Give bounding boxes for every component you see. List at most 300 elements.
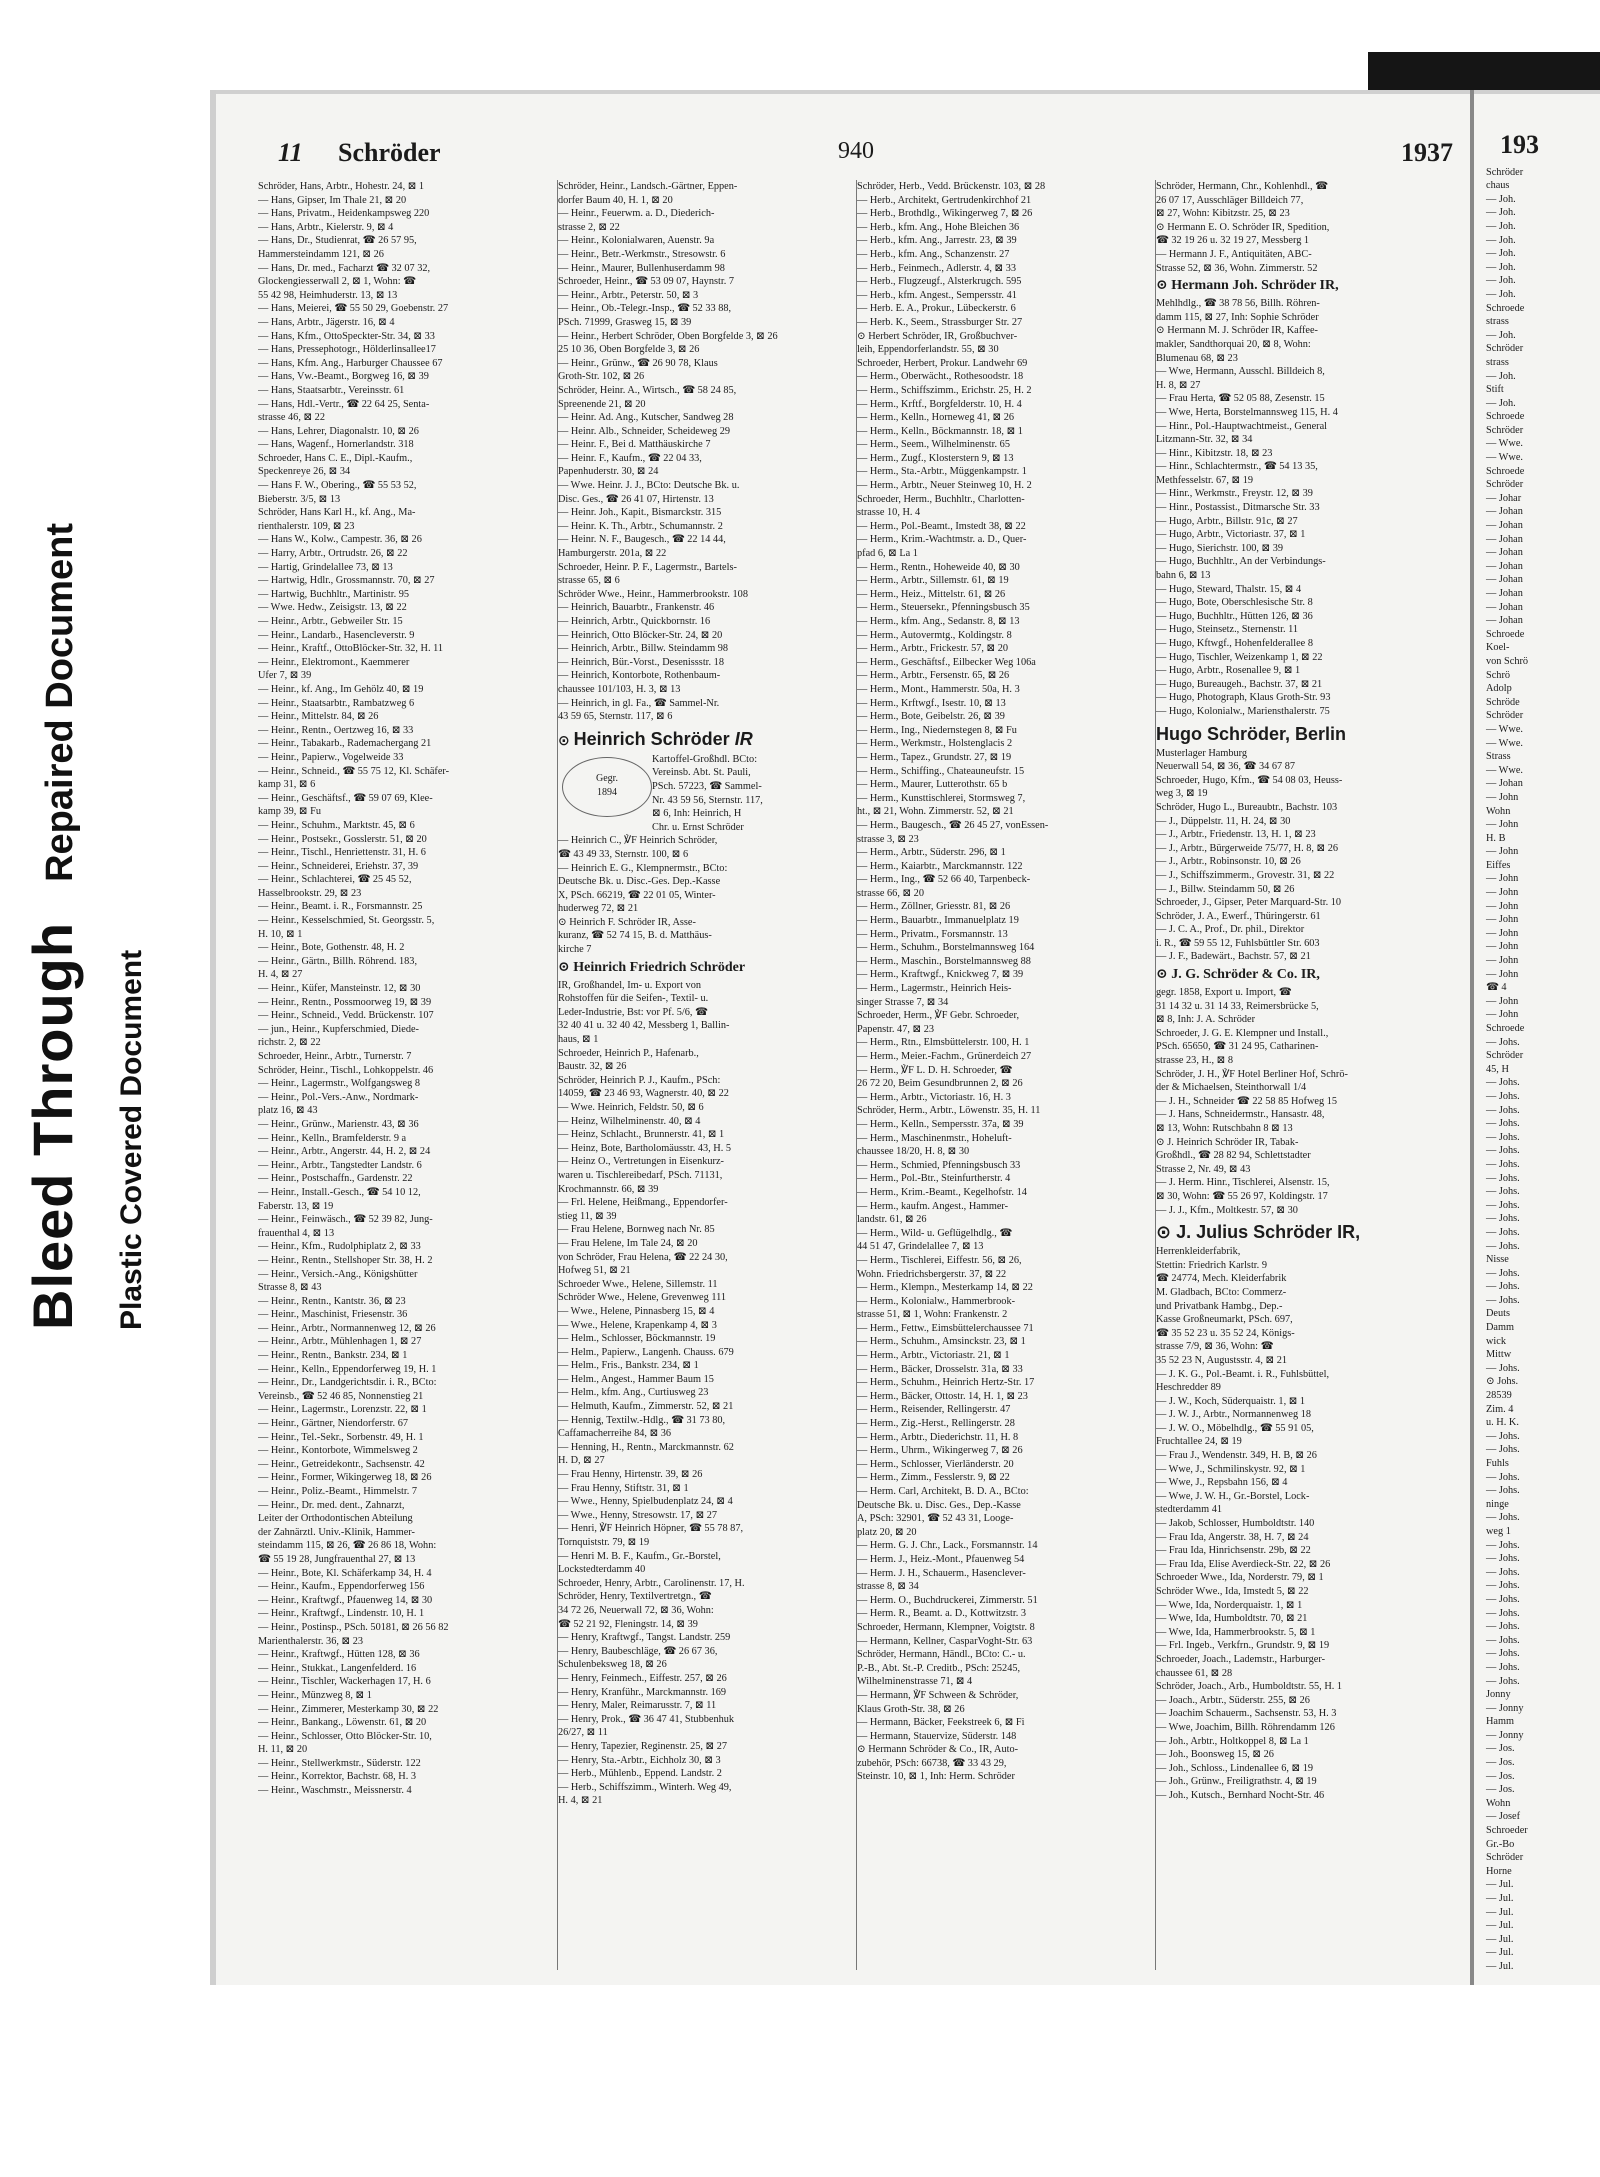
directory-entry-line: — John: [1486, 1009, 1519, 1021]
directory-entry-line: — Herm., Lagermstr., Heinrich Heis-: [857, 983, 1012, 995]
directory-entry-line: — J., Schiffszimmerm., Grovestr. 31, ⊠ 22: [1156, 869, 1335, 881]
directory-entry-line: — Herm., Maurer, Lutterothstr. 65 b: [857, 779, 1008, 791]
directory-entry-line: — Herm. Carl, Architekt, B. D. A., BCto:: [857, 1486, 1029, 1497]
directory-entry-line: 43 59 65, Sternstr. 117, ⊠ 6: [558, 711, 673, 723]
directory-entry-line: — J. H., Schneider ☎ 22 58 85 Hofweg 15: [1156, 1095, 1337, 1107]
directory-entry-line: — Heinr., Schneid., Vedd. Brückenstr. 107: [258, 1010, 434, 1022]
directory-entry-line: — Heinz, Bote, Bartholomäusstr. 43, H. 5: [558, 1142, 732, 1154]
directory-entry-line: — Heinr., Schneid., ☎ 55 75 12, Kl. Schäfer-: [258, 765, 450, 777]
directory-entry-line: ht., ⊠ 21, Wohn. Zimmerstr. 52, ⊠ 21: [857, 806, 1014, 818]
directory-entry-line: H. 11, ⊠ 20: [258, 1744, 308, 1756]
directory-entry-line: — Hugo, Tischler, Weizenkamp 1, ⊠ 22: [1156, 651, 1323, 663]
directory-entry-line: — Wwe.: [1486, 452, 1523, 464]
directory-entry-line: Hamburgerstr. 201a, ⊠ 22: [558, 548, 667, 560]
directory-entry-line: — Johs.: [1486, 1648, 1520, 1660]
directory-entry-line: — Frau J., Wendenstr. 349, H. B, ⊠ 26: [1156, 1450, 1317, 1462]
directory-entry-line: — Heinr. F., Kaufm., ☎ 22 04 33,: [558, 452, 702, 464]
directory-entry-line: — Frau Helene, Im Tale 24, ⊠ 20: [558, 1237, 698, 1249]
directory-entry-line: — Herm., Krftf., Borgfelderstr. 10, H. 4: [857, 398, 1022, 410]
directory-entry-line: Schroeder, J. G. E. Klempner und Install.,: [1156, 1027, 1329, 1039]
directory-entry-line: Heschredder 89: [1156, 1382, 1221, 1394]
directory-entry-line: — Heinr., Schlachterei, ☎ 25 45 52,: [258, 874, 412, 886]
directory-entry-line: — Heinr. Alb., Schneider, Scheideweg 29: [558, 425, 731, 437]
directory-columns: [258, 180, 1453, 1970]
directory-entry-line: — Joh.: [1486, 261, 1516, 273]
directory-entry-line: — Herb., Schiffszimm., Winterh. Weg 49,: [558, 1781, 732, 1793]
stamp-plastic-covered: Plastic Covered Document: [115, 949, 148, 1330]
directory-entry-line: platz 16, ⊠ 43: [258, 1105, 318, 1117]
directory-entry-line: — Hans, Lehrer, Diagonalstr. 10, ⊠ 26: [258, 425, 419, 437]
directory-entry-line: — Herm., Werkmstr., Holstenglacis 2: [857, 738, 1013, 750]
stamp-repaired-document: Repaired Document: [39, 522, 81, 882]
firm-heading-j-julius-schroeder: ⊙ J. Julius Schröder IR,: [1156, 1222, 1361, 1243]
directory-entry-line: — Herm., Klempn., Mesterkamp 14, ⊠ 22: [857, 1282, 1033, 1294]
directory-entry-line: — John: [1486, 900, 1519, 912]
directory-entry-line: — Heinr., Korrektor, Bachstr. 68, H. 3: [258, 1771, 417, 1783]
directory-entry-line: Schröder: [1486, 479, 1524, 491]
directory-entry-line: — Hans, Staatsarbtr., Vereinsstr. 61: [258, 384, 405, 396]
directory-entry-line: Schröder, Heinrich P. J., Kaufm., PSch:: [558, 1074, 721, 1086]
directory-entry-line: — Hans, Wagenf., Hornerlandstr. 318: [258, 439, 414, 451]
directory-entry-line: Adolp: [1486, 683, 1512, 695]
directory-entry-line: — J., Arbtr., Friedenstr. 13, H. 1, ⊠ 23: [1156, 829, 1316, 841]
directory-entry-line: frauenthal 4, ⊠ 13: [258, 1227, 335, 1239]
directory-entry-line: strasse 7/9, ⊠ 36, Wohn: ☎: [1156, 1341, 1274, 1353]
directory-entry-line: — Heinr., Elektromont., Kaemmerer: [258, 656, 410, 668]
directory-entry-line: Schröder, Herb., Vedd. Brückenstr. 103, ⊠ 28: [857, 181, 1046, 192]
directory-entry-line: stedterdamm 41: [1156, 1504, 1223, 1516]
directory-entry-line: — Herb., Mühlenb., Eppend. Landstr. 2: [558, 1768, 722, 1780]
directory-entry-line: damm 115, ⊠ 27, Inh: Sophie Schröder: [1156, 311, 1319, 323]
directory-entry-line: — Johs.: [1486, 1566, 1520, 1578]
directory-entry-line: — Heinz, Schlacht., Brunnerstr. 41, ⊠ 1: [558, 1129, 725, 1141]
directory-entry-line: — John: [1486, 887, 1519, 899]
directory-entry-line: — Heinrich C., ℣F Heinrich Schröder,: [558, 835, 718, 847]
directory-entry-line: waren u. Tischlereibedarf, PSch. 71131,: [558, 1169, 723, 1181]
directory-entry-line: Deutsche Bk. u. Disc.-Ges. Dep.-Kasse: [558, 876, 721, 888]
directory-entry-line: — Herm., Bote, Geibelstr. 26, ⊠ 39: [857, 711, 1005, 723]
directory-entry-line: Klaus Groth-Str. 38, ⊠ 26: [857, 1703, 965, 1715]
directory-entry-line: — Hennig, Textilw.-Hdlg., ☎ 31 73 80,: [558, 1414, 726, 1426]
directory-entry-line: Schroeder, Herbert, Prokur. Landwehr 69: [857, 357, 1028, 369]
directory-entry-line: Koel-: [1486, 642, 1510, 654]
directory-entry-line: Eiffes: [1486, 859, 1511, 871]
directory-entry-line: — Wwe., Henny, Spielbudenplatz 24, ⊠ 4: [558, 1496, 733, 1508]
directory-entry-line: Schroeder, Herm., Buchhltr., Charlotten-: [857, 493, 1025, 505]
directory-entry-line: — Johs.: [1486, 1077, 1520, 1089]
directory-entry-line: — Herm., Kraftwgf., Knickweg 7, ⊠ 39: [857, 969, 1024, 981]
directory-entry-line: — Herb., Feinmech., Adlerstr. 4, ⊠ 33: [857, 262, 1017, 274]
directory-entry-line: leih, Eppendorferlandstr. 55, ⊠ 30: [857, 344, 999, 356]
directory-entry-line: Schröde: [1486, 696, 1520, 708]
directory-entry-line: ⊙ Herbert Schröder, IR, Großbuchver-: [857, 330, 1018, 342]
directory-entry-line: — Herb., Flugzeugf., Alsterkrugch. 595: [857, 276, 1022, 288]
directory-entry-line: — Herm., Tapez., Grundstr. 27, ⊠ 19: [857, 751, 1012, 763]
directory-entry-line: Lockstedterdamm 40: [558, 1564, 646, 1576]
section-number: 11: [278, 138, 303, 167]
directory-entry-line: — Heinr., Feuerwm. a. D., Diederich-: [558, 208, 715, 220]
directory-entry-line: — Herm., Baugesch., ☎ 26 45 27, vonEssen-: [857, 819, 1049, 831]
directory-entry-line: — Heinr., Arbtr., Mühlenhagen 1, ⊠ 27: [258, 1336, 422, 1348]
directory-entry-line: — Heinr., Dr., Landgerichtsdir. i. R., BCto:: [258, 1377, 437, 1389]
directory-entry-line: Nr. 43 59 56, Sternstr. 117,: [652, 794, 763, 806]
directory-entry-line: ☎ 55 19 28, Jungfrauenthal 27, ⊠ 13: [258, 1553, 416, 1565]
directory-entry-line: Schröder: [1486, 166, 1524, 178]
directory-entry-line: — Johan: [1486, 778, 1523, 790]
scan-label-stamp: [20, 300, 180, 1330]
directory-entry-line: ⊙ Hermann Schröder & Co., IR, Auto-: [857, 1744, 1019, 1756]
facing-page-year: 193: [1500, 130, 1539, 159]
directory-entry-line: — Herm., Kelln., Böckmannstr. 18, ⊠ 1: [857, 425, 1023, 437]
directory-entry-line: chaussee 61, ⊠ 28: [1156, 1667, 1233, 1679]
directory-entry-line: — Johs.: [1486, 1158, 1520, 1170]
column-4-part-a: [1156, 180, 1440, 275]
directory-entry-line: — Johs.: [1486, 1267, 1520, 1279]
directory-entry-line: — Joh.: [1486, 329, 1516, 341]
directory-entry-line: — Heinr., Kaufm., Eppendorferweg 156: [258, 1581, 425, 1593]
directory-entry-line: — Henry, Feinmech., Eiffestr. 257, ⊠ 26: [558, 1672, 727, 1684]
directory-entry-line: — Henry, Maler, Reimarusstr. 7, ⊠ 11: [558, 1700, 717, 1712]
directory-entry-line: — Henri, ℣F Heinrich Höpner, ☎ 55 78 87,: [558, 1523, 744, 1535]
directory-entry-line: — Wwe., Helene, Pinnasberg 15, ⊠ 4: [558, 1305, 715, 1317]
directory-entry-line: u. H. K.: [1486, 1417, 1519, 1429]
directory-entry-line: — Herm., Arbtr., Victoriastr. 21, ⊠ 1: [857, 1350, 1010, 1362]
directory-entry-line: ⊠ 27, Wohn: Kibitzstr. 25, ⊠ 23: [1156, 208, 1290, 220]
directory-entry-line: 44 51 47, Grindelallee 7, ⊠ 13: [857, 1241, 984, 1253]
directory-entry-line: — Herm., Reisender, Rellingerstr. 47: [857, 1404, 1011, 1416]
directory-entry-line: — Heinrich, in gl. Fa., ☎ Sammel-Nr.: [558, 697, 720, 709]
directory-entry-line: strasse 46, ⊠ 22: [258, 412, 325, 424]
directory-entry-line: — Josef: [1486, 1811, 1521, 1823]
directory-entry-line: — Joh., Arbtr., Holtkoppel 8, ⊠ La 1: [1156, 1735, 1309, 1747]
directory-entry-line: H. B: [1486, 832, 1506, 844]
directory-entry-line: — Herm., Bäcker, Ottostr. 14, H. 1, ⊠ 23: [857, 1390, 1028, 1402]
directory-entry-line: — Johs.: [1486, 1186, 1520, 1198]
directory-entry-line: — Jul.: [1486, 1947, 1514, 1959]
firm-heading-heinrich-friedrich: ⊙ Heinrich Friedrich Schröder: [558, 959, 746, 975]
directory-entry-line: — Jonny: [1486, 1702, 1524, 1714]
directory-entry-line: ☎ 43 49 33, Sternstr. 100, ⊠ 6: [558, 848, 689, 860]
page-header: [258, 138, 1453, 178]
directory-entry-line: — Johs.: [1486, 1131, 1520, 1143]
directory-entry-line: 35 52 23 N, Augustsstr. 4, ⊠ 21: [1156, 1354, 1288, 1366]
directory-entry-line: — Joh.: [1486, 248, 1516, 260]
directory-entry-line: — Joh.: [1486, 288, 1516, 300]
directory-entry-line: — Johs.: [1486, 1118, 1520, 1130]
directory-entry-line: — Heinrich, Otto Blöcker-Str. 24, ⊠ 20: [558, 629, 723, 641]
directory-entry-line: — Johs.: [1486, 1444, 1520, 1456]
column-4-part-d: [1156, 986, 1440, 1217]
directory-entry-line: — Herm., Privatm., Forsmannstr. 13: [857, 928, 1008, 940]
directory-entry-line: PSch. 65650, ☎ 31 24 95, Catharinen-: [1156, 1041, 1319, 1053]
directory-entry-line: — Johs.: [1486, 1362, 1520, 1374]
directory-entry-line: ⊠ 30, Wohn: ☎ 55 26 97, Koldingstr. 17: [1156, 1190, 1328, 1202]
directory-entry-line: — Heinr., Zimmerer, Mesterkamp 30, ⊠ 22: [258, 1703, 439, 1715]
directory-entry-line: — John: [1486, 791, 1519, 803]
directory-entry-line: — Hinr., Kibitzstr. 18, ⊠ 23: [1156, 447, 1273, 459]
directory-entry-line: 31 14 32 u. 31 14 33, Reimersbrücke 5,: [1156, 1000, 1319, 1012]
directory-entry-line: kuranz, ☎ 52 74 15, B. d. Matthäus-: [558, 930, 712, 942]
directory-entry-line: — Herb., kfm. Ang., Jarrestr. 23, ⊠ 39: [857, 235, 1017, 247]
directory-entry-line: — Wwe, J., Schmilinskystr. 92, ⊠ 1: [1156, 1463, 1306, 1475]
directory-entry-line: — Herm., ℣F L. D. H. Schroeder, ☎: [857, 1064, 1013, 1076]
directory-entry-line: Mittw: [1486, 1349, 1512, 1361]
directory-entry-line: — Herm., Arbtr., Fersenstr. 65, ⊠ 26: [857, 670, 1010, 682]
directory-entry-line: — Joach., Arbtr., Süderstr. 255, ⊠ 26: [1156, 1694, 1310, 1706]
directory-entry-line: — Johs.: [1486, 1172, 1520, 1184]
directory-entry-line: Schröder, Joach., Arb., Humboldtstr. 55, H. 1: [1156, 1681, 1343, 1693]
directory-entry-line: — J. W. O., Möbelhdlg., ☎ 55 91 05,: [1156, 1422, 1314, 1434]
directory-entry-line: 25 10 36, Oben Borgfelde 3, ⊠ 26: [558, 344, 700, 356]
directory-entry-line: — Wwe., Henny, Stresowstr. 17, ⊠ 27: [558, 1509, 718, 1521]
directory-entry-line: — Johs.: [1486, 1294, 1520, 1306]
directory-entry-line: — Jul.: [1486, 1879, 1514, 1891]
page-number: 940: [838, 138, 874, 164]
directory-entry-line: — jun., Heinr., Kupferschmied, Diede-: [258, 1023, 419, 1035]
directory-entry-line: Schröder: [1486, 343, 1524, 355]
directory-entry-line: — Wwe, J., Repsbahn 156, ⊠ 4: [1156, 1477, 1288, 1489]
directory-entry-line: Schrö: [1486, 669, 1511, 681]
directory-entry-line: Glockengiesserwall 2, ⊠ 1, Wohn: ☎: [258, 276, 416, 288]
directory-entry-line: — Henry, Prok., ☎ 36 47 41, Stubbenhuk: [558, 1713, 735, 1725]
directory-entry-line: ☎ 24774, Mech. Kleiderfabrik: [1156, 1273, 1287, 1285]
directory-entry-line: — Heinr. K. Th., Arbtr., Schumannstr. 2: [558, 520, 723, 532]
directory-entry-line: — Hermann, Bäcker, Feekstreek 6, ⊠ Fi: [857, 1717, 1025, 1729]
directory-entry-line: — Heinr., Tischl., Henriettenstr. 31, H. 6: [258, 847, 426, 859]
directory-entry-line: — Johan: [1486, 574, 1523, 586]
directory-entry-line: — Heinr., Papierw., Vogelweide 33: [258, 751, 404, 763]
directory-entry-line: bahn 6, ⊠ 13: [1156, 570, 1211, 582]
directory-entry-line: ☎ 52 21 92, Fleningstr. 14, ⊠ 39: [558, 1618, 698, 1630]
directory-entry-line: Schulenbeksweg 18, ⊠ 26: [558, 1659, 667, 1671]
directory-entry-line: — Heinrich, Kontorbote, Rothenbaum-: [558, 670, 721, 682]
directory-entry-line: — Heinrich, Bauarbtr., Frankenstr. 46: [558, 602, 715, 614]
directory-entry-line: — Heinz, Wilhelminenstr. 40, ⊠ 4: [558, 1115, 701, 1127]
directory-entry-line: — Johs.: [1486, 1512, 1520, 1524]
directory-entry-line: — John: [1486, 955, 1519, 967]
directory-entry-line: — Wwe., Helene, Krapenkamp 4, ⊠ 3: [558, 1319, 717, 1331]
directory-entry-line: — Heinr., Küfer, Mansteinstr. 12, ⊠ 30: [258, 983, 421, 995]
directory-entry-line: — Johan: [1486, 615, 1523, 627]
directory-entry-line: — Heinr., Herbert Schröder, Oben Borgfelde 3, ⊠ 26: [558, 330, 778, 342]
directory-entry-line: — J., Düppelstr. 11, H. 24, ⊠ 30: [1156, 815, 1291, 827]
directory-entry-line: — Johs.: [1486, 1580, 1520, 1592]
directory-entry-line: 45, H: [1486, 1063, 1509, 1075]
directory-entry-line: — Herm., Rentn., Hoheweide 40, ⊠ 30: [857, 561, 1020, 573]
directory-entry-line: — Hartig, Grindelallee 73, ⊠ 13: [258, 561, 393, 573]
directory-entry-line: richstr. 2, ⊠ 22: [258, 1037, 321, 1049]
directory-entry-line: — Frau Henny, Stiftstr. 31, ⊠ 1: [558, 1482, 689, 1494]
directory-entry-line: — Heinr., Getreidekontr., Sachsenstr. 42: [258, 1458, 425, 1470]
directory-entry-line: Hofweg 51, ⊠ 21: [558, 1265, 631, 1277]
directory-entry-line: — Herm. G. J. Chr., Lack., Forsmannstr. 14: [857, 1540, 1038, 1552]
directory-entry-line: — Hinr., Werkmstr., Freystr. 12, ⊠ 39: [1156, 488, 1313, 500]
directory-entry-line: — Heinr., Arbtr., Gebweiler Str. 15: [258, 616, 403, 627]
directory-entry-line: — Heinr., Versich.-Ang., Königshütter: [258, 1268, 418, 1280]
directory-entry-line: — Heinr., Mittelstr. 84, ⊠ 26: [258, 711, 379, 723]
directory-entry-line: H. 4, ⊠ 21: [558, 1795, 603, 1807]
directory-entry-line: Stettin: Friedrich Karlstr. 9: [1156, 1259, 1267, 1271]
directory-entry-line: — Heinr., Kraftwgf., Lindenstr. 10, H. 1: [258, 1608, 425, 1620]
directory-entry-line: — Wwe. Heinrich, Feldstr. 50, ⊠ 6: [558, 1102, 704, 1113]
directory-entry-line: — Helm., Schlosser, Böckmannstr. 19: [558, 1333, 716, 1345]
directory-entry-line: — Joh.: [1486, 397, 1516, 409]
directory-entry-line: — Wwe, Ida, Hammerbrookstr. 5, ⊠ 1: [1156, 1626, 1316, 1638]
directory-entry-line: Schröder: [1486, 710, 1524, 722]
directory-entry-line: 26 07 17, Ausschläger Billdeich 77,: [1156, 194, 1304, 206]
firm-heading-heinrich-schroeder: ⊙ Heinrich Schröder IR: [558, 728, 753, 749]
directory-entry-line: Schroeder, Hermann, Klempner, Voigtstr. 8: [857, 1621, 1035, 1633]
firm-heading-jg-schroeder: ⊙ J. G. Schröder & Co. IR,: [1156, 967, 1320, 983]
directory-entry-line: gegr. 1858, Export u. Import, ☎: [1156, 987, 1292, 999]
scan-top-edge: [210, 90, 1600, 94]
directory-entry-line: — Heinr., Betr.-Werkmstr., Stresowstr. 6: [558, 248, 726, 260]
directory-entry-line: Deutsche Bk. u. Disc. Ges., Dep.-Kasse: [857, 1499, 1021, 1511]
column-2-part-c: [558, 979, 842, 1808]
directory-entry-line: chaus: [1486, 180, 1510, 192]
directory-entry-line: — Heinr., Maschinist, Friesenstr. 36: [258, 1309, 408, 1321]
directory-entry-line: — Hugo, Steinsetz., Sternenstr. 11: [1156, 624, 1299, 636]
directory-entry-line: — Herm., Schuhm., Amsinckstr. 23, ⊠ 1: [857, 1336, 1026, 1348]
directory-entry-line: H. 4, ⊠ 27: [258, 969, 303, 981]
directory-entry-line: Vereinsb. Abt. St. Pauli,: [652, 767, 751, 779]
directory-entry-line: — Jakob, Schlosser, Humboldtstr. 140: [1156, 1518, 1315, 1530]
directory-entry-line: ☎ 35 52 23 u. 35 52 24, Königs-: [1156, 1327, 1295, 1339]
directory-entry-line: — Wwe, Hermann, Ausschl. Billdeich 8,: [1156, 366, 1325, 378]
directory-entry-line: Tornquiststr. 79, ⊠ 19: [558, 1537, 650, 1548]
directory-entry-line: — Heinr. N. F., Baugesch., ☎ 22 14 44,: [558, 534, 726, 546]
directory-entry-line: — Heinr., Ob.-Telegr.-Insp., ☎ 52 33 88,: [558, 303, 732, 315]
directory-entry-line: Zim. 4: [1486, 1403, 1514, 1415]
directory-entry-line: Schröder, Hermann, Chr., Kohlenhdl., ☎: [1156, 181, 1328, 192]
directory-entry-line: — Wwe. Heinr. J. J., BCto: Deutsche Bk. u.: [558, 480, 740, 492]
directory-entry-line: — Heinr., Waschmstr., Meissnerstr. 4: [258, 1785, 412, 1797]
directory-entry-line: Nisse: [1486, 1254, 1509, 1266]
directory-entry-line: — Herm., Autovermtg., Koldingstr. 8: [857, 629, 1012, 641]
directory-entry-line: — Herm., Zöllner, Griesstr. 81, ⊠ 26: [857, 901, 1011, 913]
directory-entry-line: Krochmannstr. 66, ⊠ 39: [558, 1183, 659, 1195]
directory-entry-line: — Heinr. Joh., Kapit., Bismarckstr. 315: [558, 507, 722, 519]
directory-entry-line: Schroeder, Hans C. E., Dipl.-Kaufm.,: [258, 452, 413, 464]
directory-entry-line: — Herm., Schiffing., Chateauneufstr. 15: [857, 765, 1025, 777]
directory-entry-line: — Hugo, Buchhltr., An der Verbindungs-: [1156, 556, 1326, 568]
directory-entry-line: — John: [1486, 927, 1519, 939]
directory-entry-line: — Herm., Schmied, Pfenningsbusch 33: [857, 1159, 1021, 1171]
directory-entry-line: — Johs.: [1486, 1213, 1520, 1225]
directory-entry-line: Schroeder Wwe., Ida, Norderstr. 79, ⊠ 1: [1156, 1572, 1324, 1584]
directory-entry-line: — Heinr., Gärtn., Billh. Röhrend. 183,: [258, 955, 418, 967]
directory-entry-line: — Herm., Fettw., Eimsbüttelerchaussee 71: [857, 1322, 1034, 1334]
directory-entry-line: — Hartwig, Hdlr., Grossmannstr. 70, ⊠ 27: [258, 575, 435, 587]
directory-entry-line: — Heinr., Postinsp., PSch. 50181, ⊠ 26 56 82: [258, 1621, 449, 1633]
directory-entry-line: — Wwe.: [1486, 764, 1523, 776]
directory-entry-line: Schroede: [1486, 465, 1525, 477]
directory-entry-line: — J., Billw. Steindamm 50, ⊠ 26: [1156, 883, 1295, 895]
directory-entry-line: von Schröder, Frau Helena, ☎ 22 24 30,: [558, 1251, 728, 1263]
directory-entry-line: rienthalerstr. 109, ⊠ 23: [258, 520, 355, 532]
directory-entry-line: — Heinr., Münzweg 8, ⊠ 1: [258, 1689, 372, 1701]
directory-entry-line: — Herm., Schiffszimm., Erichstr. 25, H. 2: [857, 384, 1032, 396]
directory-entry-line: — Herm. R., Beamt. a. D., Kottwitzstr. 3: [857, 1608, 1027, 1620]
directory-entry-line: Schroeder, Heinr., ☎ 53 09 07, Haynstr. 7: [558, 276, 734, 288]
book-gutter: [1470, 90, 1474, 1985]
directory-entry-line: chaussee 18/20, H. 8, ⊠ 30: [857, 1146, 970, 1158]
directory-entry-line: — Henning, H., Rentn., Marckmannstr. 62: [558, 1441, 734, 1453]
directory-entry-line: und Privatbank Hambg., Dep.-: [1156, 1300, 1283, 1312]
directory-entry-line: steindamm 115, ⊠ 26, ☎ 26 86 18, Wohn:: [258, 1540, 437, 1552]
directory-entry-line: ⊙ J. Heinrich Schröder IR, Tabak-: [1156, 1136, 1299, 1148]
directory-entry-line: — Herm., Kelln., Horneweg 41, ⊠ 26: [857, 412, 1015, 424]
directory-entry-line: — Frau Ida, Angerstr. 38, H. 7, ⊠ 24: [1156, 1531, 1309, 1543]
directory-entry-line: Wohn: [1486, 1797, 1511, 1809]
directory-entry-line: — Heinr., Schneiderei, Eriehstr. 37, 39: [258, 860, 419, 872]
directory-entry-line: zubehör, PSch: 66738, ☎ 33 43 29,: [857, 1757, 1007, 1769]
directory-entry-line: — J. F., Badewärt., Bachstr. 57, ⊠ 21: [1156, 951, 1311, 963]
directory-entry-line: — J. J., Kfm., Moltkestr. 57, ⊠ 30: [1156, 1204, 1298, 1216]
directory-entry-line: — Herm., Krftwgf., Isestr. 10, ⊠ 13: [857, 697, 1006, 709]
directory-entry-line: — Heinr., Pol.-Vers.-Anw., Nordmark-: [258, 1091, 419, 1103]
directory-entry-line: strasse 8, ⊠ 34: [857, 1581, 919, 1593]
directory-entry-line: — Hans, Dr., Studienrat, ☎ 26 57 95,: [258, 235, 417, 247]
directory-entry-line: Leder-Industrie, Bst: vor Pf. 5/6, ☎: [558, 1006, 708, 1018]
directory-entry-line: Gr.-Bo: [1486, 1838, 1515, 1850]
directory-entry-line: ninge: [1486, 1498, 1509, 1510]
directory-entry-line: Horne: [1486, 1865, 1512, 1877]
directory-entry-line: — Herm., Schuhm., Borstelmannsweg 164: [857, 942, 1035, 954]
directory-entry-line: PSch. 71999, Grasweg 15, ⊠ 39: [558, 316, 692, 328]
directory-entry-line: — Herm., kfm. Ang., Sedanstr. 8, ⊠ 13: [857, 616, 1020, 627]
directory-entry-line: — Heinr., Postschaffn., Gardenstr. 22: [258, 1173, 413, 1185]
directory-entry-line: — Heinr., Kesselschmied, St. Georgsstr. 5,: [258, 915, 435, 927]
directory-entry-line: — Herm., Zimm., Fesslerstr. 9, ⊠ 22: [857, 1472, 1010, 1484]
directory-entry-line: Schroeder Wwe., Helene, Sillemstr. 11: [558, 1278, 718, 1290]
directory-entry-line: Speckenreye 26, ⊠ 34: [258, 466, 351, 478]
directory-entry-line: — Herb., kfm. Ang., Schanzenstr. 27: [857, 248, 1010, 260]
directory-entry-line: — Herm., Arbtr., Neuer Steinweg 10, H. 2: [857, 480, 1032, 492]
directory-entry-line: — J. K. G., Pol.-Beamt. i. R., Fuhlsbüttel,: [1156, 1368, 1330, 1380]
directory-entry-line: — Heinr., Former, Wikingerweg 18, ⊠ 26: [258, 1472, 432, 1484]
directory-entry-line: — Johan: [1486, 506, 1523, 518]
directory-entry-line: — Joh., Boonsweg 15, ⊠ 26: [1156, 1749, 1274, 1761]
directory-entry-line: — John: [1486, 995, 1519, 1007]
column-2: [557, 180, 842, 1970]
directory-entry-line: — Herm., Pol.-Beamt., Imstedt 38, ⊠ 22: [857, 520, 1026, 532]
directory-entry-line: — Hugo, Arbtr., Rosenallee 9, ⊠ 1: [1156, 665, 1301, 677]
directory-entry-line: Deuts: [1486, 1308, 1511, 1320]
directory-entry-line: — Herm., Kunsttischlerei, Stormsweg 7,: [857, 792, 1026, 804]
directory-entry-line: kamp 39, ⊠ Fu: [258, 806, 321, 818]
directory-entry-line: — Frl. Helene, Heißmang., Eppendorfer-: [558, 1197, 728, 1209]
directory-entry-line: — Heinr., Geschäftsf., ☎ 59 07 69, Klee-: [258, 792, 433, 804]
directory-entry-line: — Herm., Bäcker, Drosselstr. 31a, ⊠ 33: [857, 1363, 1023, 1375]
directory-entry-line: — Hugo, Buchhltr., Hütten 126, ⊠ 36: [1156, 610, 1313, 622]
directory-entry-line: — Herm., Steuersekr., Pfenningsbusch 35: [857, 602, 1030, 614]
directory-entry-line: stieg 11, ⊠ 39: [558, 1210, 617, 1222]
directory-entry-line: Ufer 7, ⊠ 39: [258, 670, 312, 682]
directory-entry-line: — Heinr., Rentn., Kantstr. 36, ⊠ 23: [258, 1295, 406, 1307]
directory-entry-line: — Herb., Brothdlg., Wikingerweg 7, ⊠ 26: [857, 208, 1033, 220]
directory-entry-line: Caffamacherreihe 84, ⊠ 36: [558, 1428, 672, 1440]
directory-entry-line: i. R., ☎ 59 55 12, Fuhlsbüttler Str. 603: [1156, 937, 1320, 949]
directory-entry-line: — Hugo, Arbtr., Billstr. 91c, ⊠ 27: [1156, 515, 1298, 527]
directory-entry-line: — Heinr. F., Bei d. Matthäuskirche 7: [558, 439, 711, 451]
directory-entry-line: — Herm., Krim.-Wachtmstr. a. D., Quer-: [857, 534, 1027, 546]
directory-entry-line: Groth-Str. 102, ⊠ 26: [558, 371, 645, 383]
column-1: [258, 180, 542, 1970]
directory-entry-line: — Herb., Architekt, Gertrudenkirchhof 21: [857, 194, 1032, 206]
directory-entry-line: — Hermann J. F., Antiquitäten, ABC-: [1156, 248, 1312, 260]
column-3: [856, 180, 1141, 1970]
